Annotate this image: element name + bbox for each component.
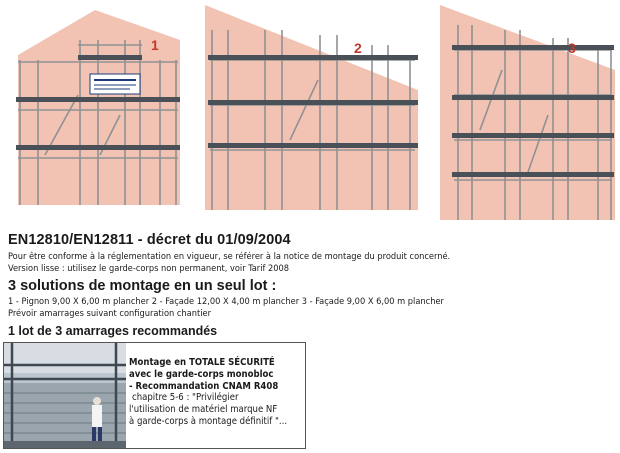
safety-line-2: avec le garde-corps monobloc [129, 368, 274, 380]
guardrail-photo-svg [4, 343, 126, 448]
scaffold-2-illustration [205, 5, 418, 210]
safety-info-text [129, 357, 305, 428]
decret-heading: EN12810/EN12811 - décret du 01/09/2004 [8, 232, 291, 248]
compliance-line-1: Pour être conforme à la réglementation en vigueur, se référer à la notice de montage du produit concerné. [8, 251, 451, 262]
solutions-heading: 3 solutions de montage en un seul lot : [8, 278, 277, 294]
safety-line-1: Montage en TOTALE SÉCURITÉ [129, 357, 275, 368]
scaffold-3-illustration [440, 5, 615, 220]
safety-line-4: chapitre 5-6 : "Privilégier [132, 392, 239, 404]
scaffold-3-label: 3 [568, 40, 576, 56]
compliance-line-2: Version lisse : utilisez le garde-corps non permanent, voir Tarif 2008 [8, 263, 290, 274]
safety-line-3: - Recommandation CNAM R408 [129, 380, 279, 392]
safety-info-box [3, 342, 306, 449]
solution-line-2: Prévoir amarrages suivant configuration chantier [8, 308, 211, 319]
scaffold-illustrations-svg [0, 0, 620, 225]
solution-line-1: 1 - Pignon 9,00 X 6,00 m plancher 2 - Façade 12,00 X 4,00 m plancher 3 - Façade 9,00 X 6,00 m plancher [8, 296, 444, 307]
scaffold-illustrations [0, 0, 620, 225]
lot-heading: 1 lot de 3 amarrages recommandés [8, 324, 218, 338]
safety-line-5: l'utilisation de matériel marque NF [129, 404, 278, 416]
guardrail-photo [4, 343, 126, 448]
scaffold-1-label: 1 [151, 37, 159, 53]
safety-line-6: à garde-corps à montage définitif "... [129, 415, 288, 427]
scaffold-2-label: 2 [354, 40, 362, 56]
